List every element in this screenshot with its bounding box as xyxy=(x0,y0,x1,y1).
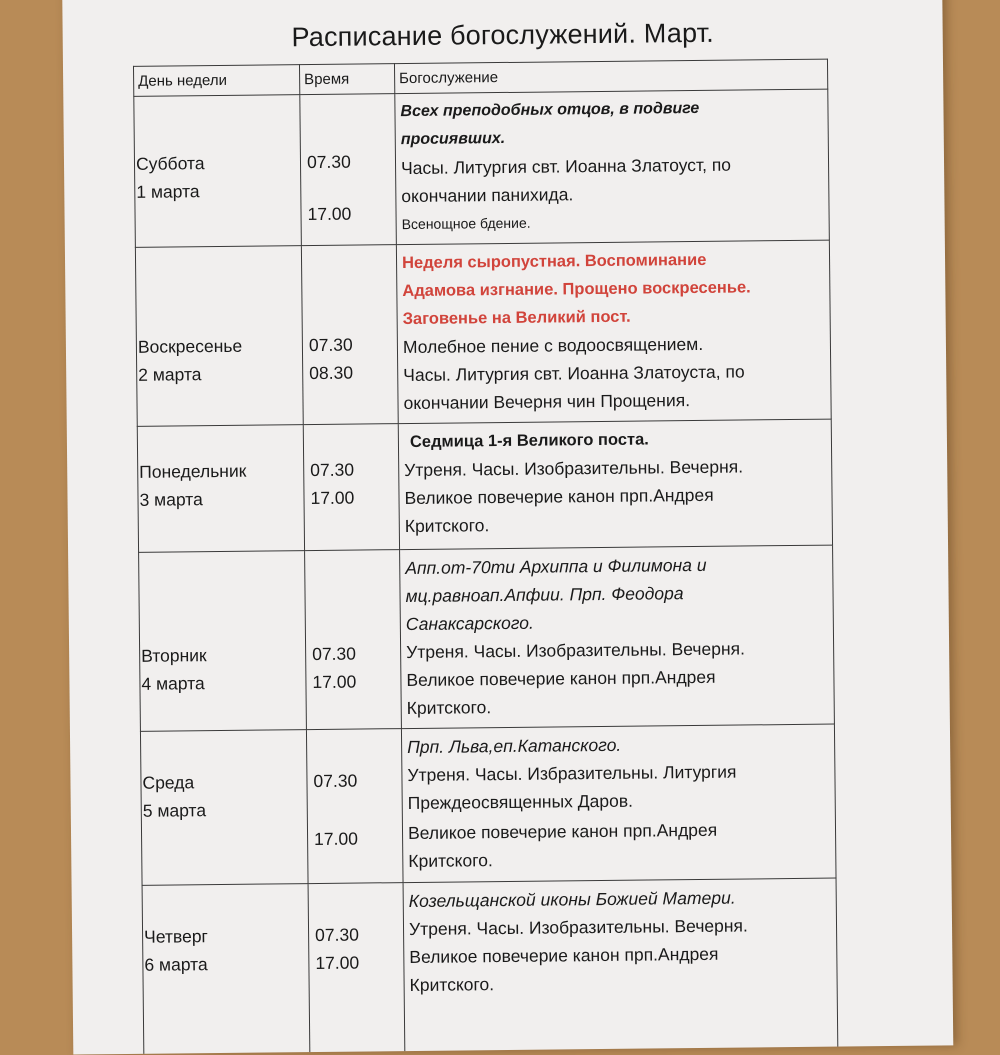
schedule-sheet xyxy=(62,0,953,1055)
service-line: Критского. xyxy=(409,974,495,996)
service-line: окончании панихида. xyxy=(401,184,574,207)
service-cell xyxy=(396,240,831,424)
service-line: Часы. Литургия свт. Иоанна Златоуст, по xyxy=(400,154,732,179)
feast-title-red: Неделя сыропустная. Воспоминание xyxy=(401,250,707,273)
day-date: 5 марта xyxy=(142,800,207,821)
week-title: Седмица 1-я Великого поста. xyxy=(409,430,649,451)
feast-title: Санаксарского. xyxy=(405,612,534,635)
time-cell xyxy=(305,550,402,730)
service-cell xyxy=(403,878,838,1053)
schedule-table xyxy=(133,59,838,1055)
service-line: Всенощное бдение. xyxy=(401,214,531,233)
service-line: Утреня. Часы. Изобразительны. Вечерня. xyxy=(408,915,748,940)
time-value: 07.30 xyxy=(314,924,359,946)
time-cell xyxy=(306,729,403,884)
feast-title: Прп. Льва,еп.Катанского. xyxy=(407,734,622,758)
header-day: День недели xyxy=(133,65,299,97)
day-cell xyxy=(140,730,308,886)
day-name: Вторник xyxy=(141,645,207,666)
table-row xyxy=(135,240,831,426)
day-cell xyxy=(134,95,302,248)
day-cell xyxy=(137,425,304,553)
day-name: Понедельник xyxy=(139,460,247,482)
time-value: 07.30 xyxy=(310,459,355,481)
feast-title-red: Адамова изгнание. Прощено воскресенье. xyxy=(402,278,751,301)
page-title: Расписание богослужений. Март. xyxy=(291,17,715,53)
time-value: 17.00 xyxy=(307,203,352,225)
day-date: 3 марта xyxy=(139,489,203,510)
day-date: 2 марта xyxy=(138,364,202,385)
feast-title: мц.равноап.Апфии. Прп. Феодора xyxy=(405,583,684,607)
header-time: Время xyxy=(299,64,394,95)
service-cell xyxy=(401,724,836,883)
feast-title: Козельщанской иконы Божией Матери. xyxy=(408,887,736,912)
service-line: Часы. Литургия свт. Иоанна Златоуста, по xyxy=(403,361,745,386)
day-date: 1 марта xyxy=(136,181,200,202)
table-row xyxy=(142,878,838,1054)
time-value: 17.00 xyxy=(312,671,357,693)
time-cell xyxy=(308,883,405,1054)
time-value: 17.00 xyxy=(310,487,355,509)
service-line: Критского. xyxy=(408,850,493,872)
time-value: 17.00 xyxy=(315,952,360,974)
service-line: Утреня. Часы. Изобразительны. Вечерня. xyxy=(406,638,746,663)
day-cell xyxy=(139,551,307,732)
table-row xyxy=(140,724,836,885)
service-line: окончании Вечерня чин Прощения. xyxy=(403,390,691,414)
time-value: 07.30 xyxy=(308,334,353,356)
time-value: 17.00 xyxy=(313,828,358,850)
service-line: Утреня. Часы. Изобразительны. Вечерня. xyxy=(404,456,744,481)
day-cell xyxy=(135,246,303,427)
service-line: Утреня. Часы. Избразительны. Литургия xyxy=(407,761,737,786)
time-cell xyxy=(303,424,399,551)
day-cell xyxy=(142,884,310,1055)
service-cell xyxy=(400,545,835,729)
time-cell xyxy=(300,94,397,246)
time-cell xyxy=(301,245,398,425)
service-line: Великое повечерие канон прп.Андрея xyxy=(409,943,719,968)
service-line: Молебное пение с водоосвящением. xyxy=(402,333,704,358)
feast-title-red: Заговенье на Великий пост. xyxy=(402,307,631,329)
time-value: 07.30 xyxy=(306,151,351,173)
service-line: Преждеосвященных Даров. xyxy=(407,790,634,814)
service-line: Великое повечерие канон прп.Андрея xyxy=(407,819,718,844)
header-service: Богослужение xyxy=(394,59,827,94)
service-cell xyxy=(395,89,830,245)
feast-title: Апп.от-70ти Архиппа и Филимона и xyxy=(405,554,707,579)
service-line: Критского. xyxy=(406,697,492,719)
time-value: 07.30 xyxy=(313,770,358,792)
day-name: Суббота xyxy=(135,153,205,174)
table-row xyxy=(137,419,832,552)
day-date: 6 марта xyxy=(144,954,208,975)
service-line: Великое повечерие канон прп.Андрея xyxy=(404,484,714,509)
feast-title: просиявших. xyxy=(400,129,506,149)
day-date: 4 марта xyxy=(141,673,205,694)
table-row xyxy=(134,89,830,247)
time-value: 07.30 xyxy=(312,643,357,665)
service-cell xyxy=(398,419,832,550)
feast-title: Всех преподобных отцов, в подвиге xyxy=(400,99,700,121)
day-name: Воскресенье xyxy=(137,335,243,357)
service-line: Великое повечерие канон прп.Андрея xyxy=(406,666,716,691)
service-line: Критского. xyxy=(404,515,490,537)
time-value: 08.30 xyxy=(309,362,354,384)
day-name: Среда xyxy=(142,772,195,793)
table-row xyxy=(139,545,835,731)
day-name: Четверг xyxy=(143,926,208,947)
